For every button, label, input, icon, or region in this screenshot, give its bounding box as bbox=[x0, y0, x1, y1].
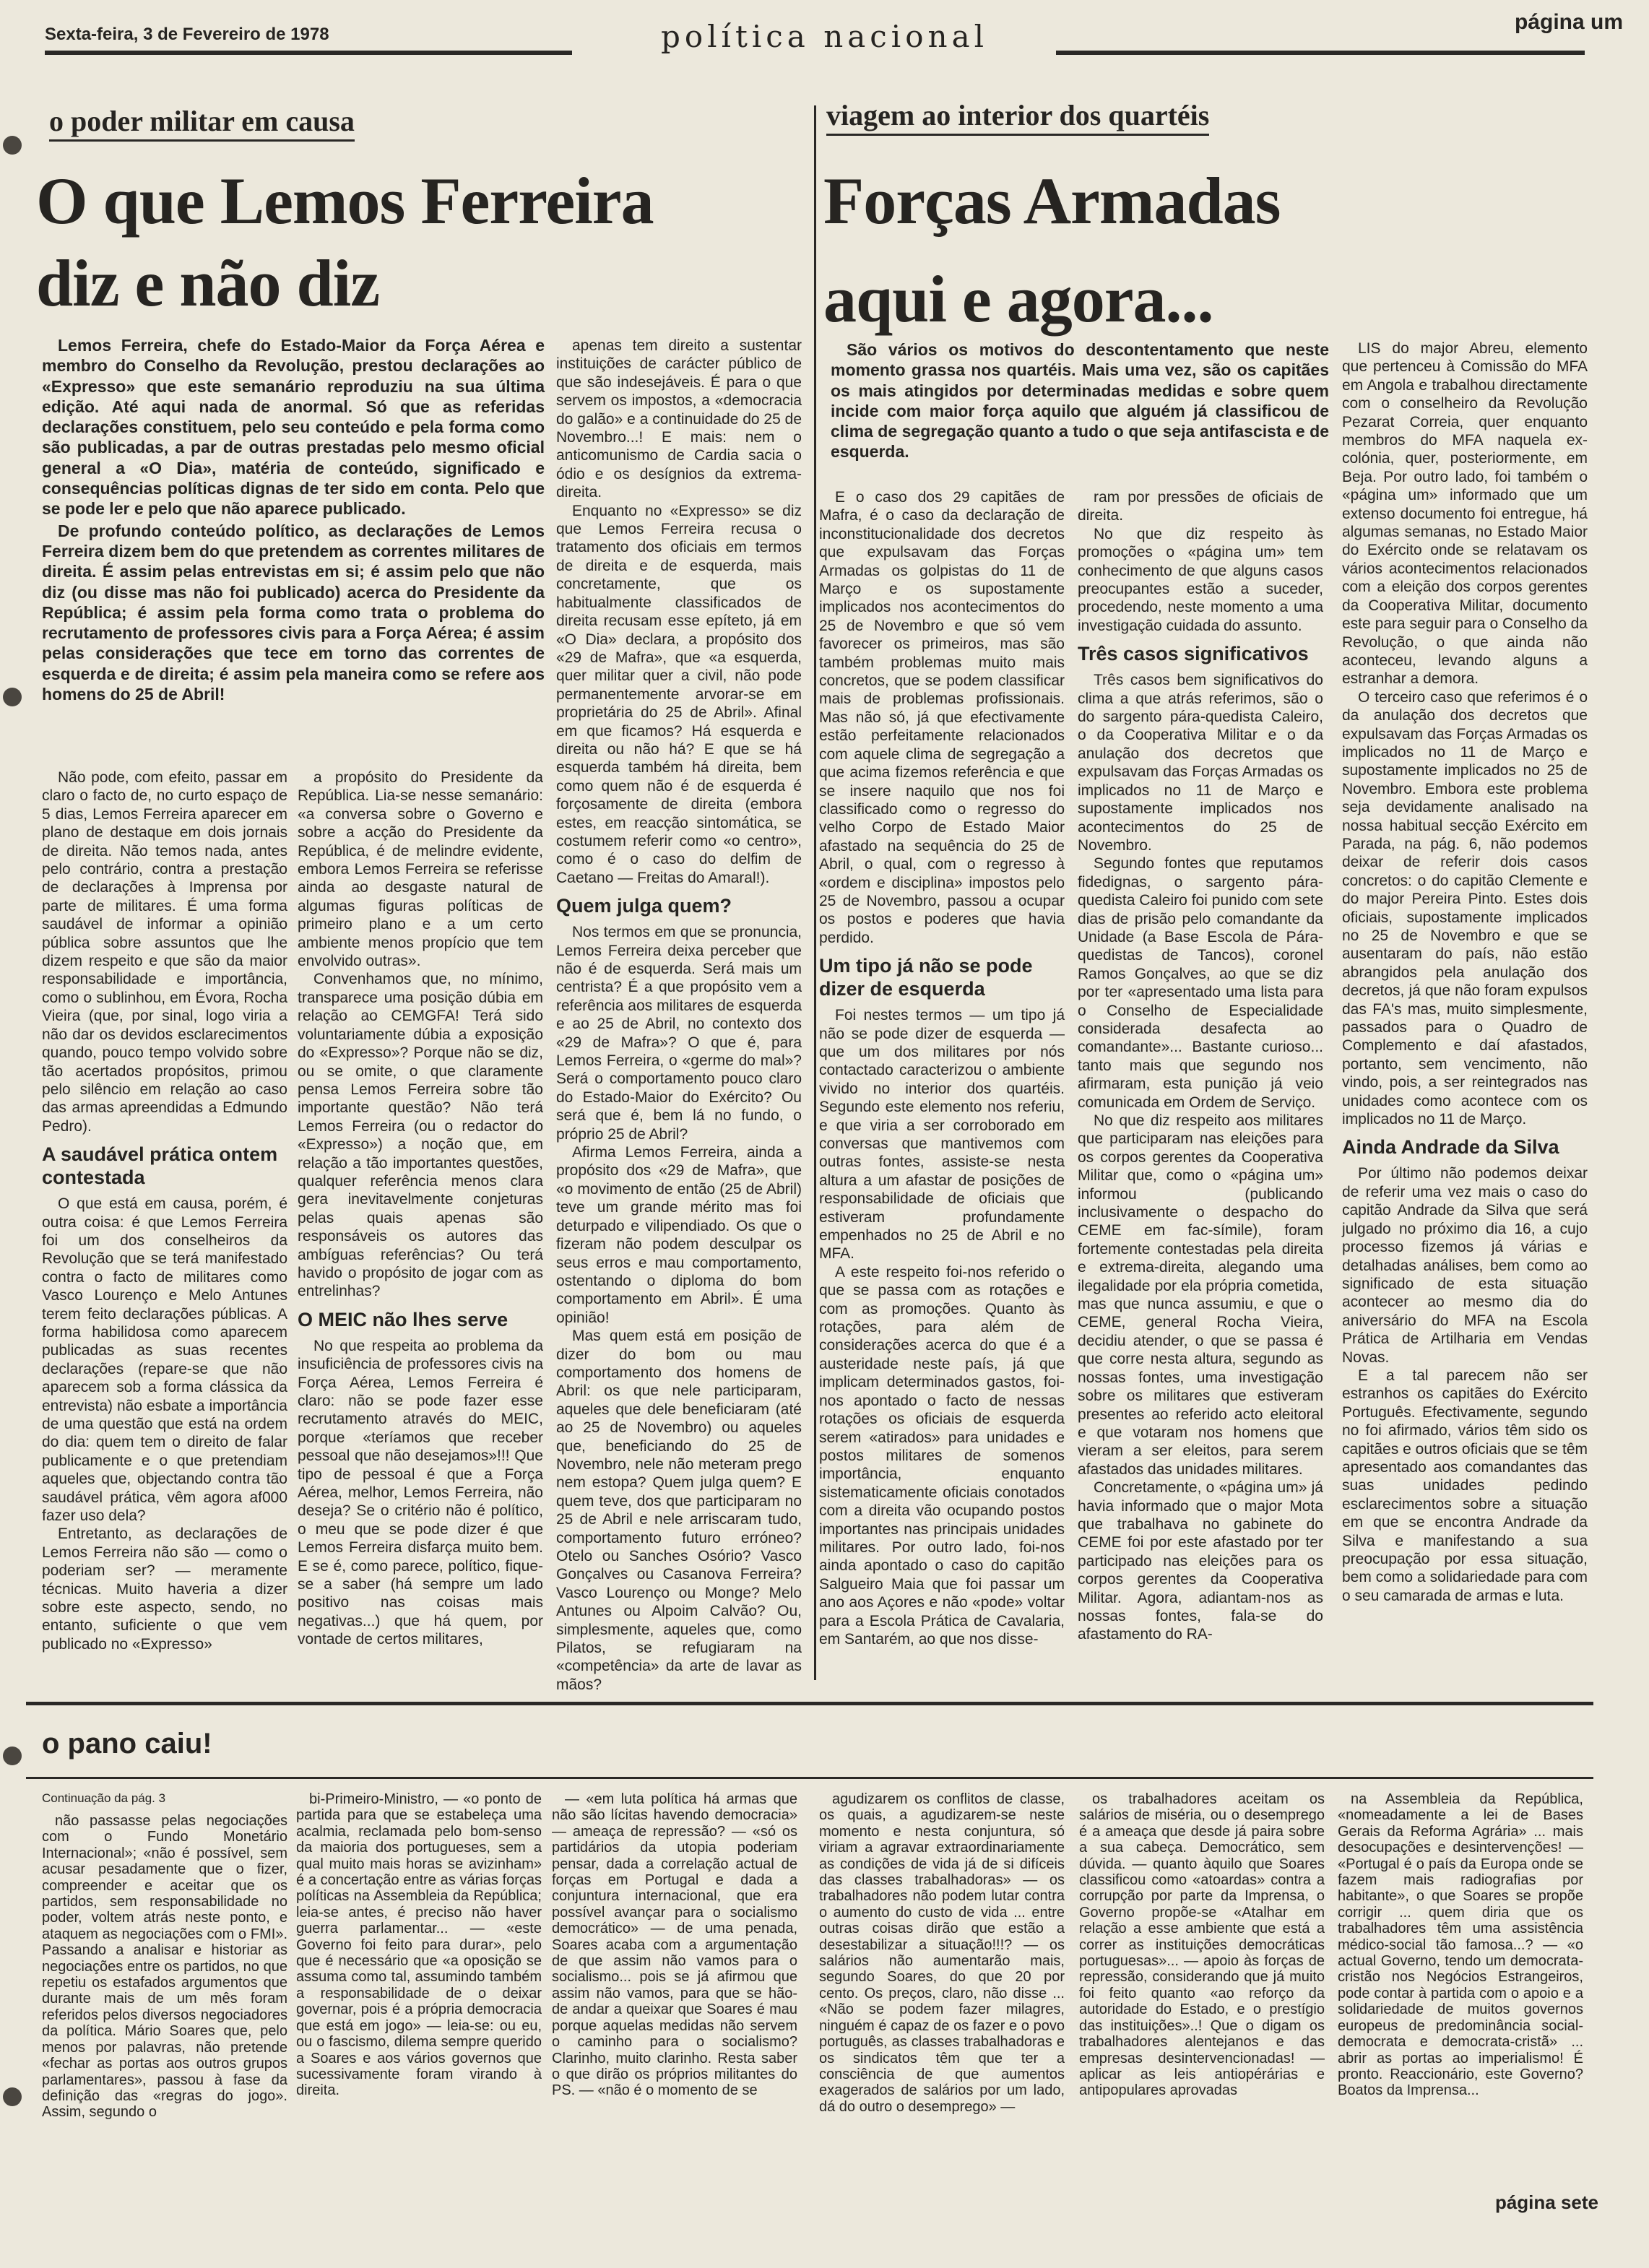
bottom-col-3-text: — «em luta política há armas que não são lícitas havendo democracia» — ameaça de repressão? — «só os partidários da utopia poderiam pensar, dada a correlação actual de forças em Portugal e dada a conjuntura internacional, que era possível avançar para o socialismo democrático» — de uma penada, Soares acaba com a argumentação de que assim não vamos para o socialismo... pois se já afirmou que assim não vamos, para que se hão-de andar a queixar que Soares é mau porque aquelas medidas não servem o caminho para o socialismo? Clarinho, muito clarinho. Resta saber o que dirão os próprios militantes do PS. — «não é o momento de se bbox=[552, 1791, 797, 2099]
bottom-column-3 bbox=[552, 1791, 797, 2196]
right-headline-2: aqui e agora... bbox=[823, 262, 1213, 336]
right-col-b2-p2: Segundo fontes que reputamos fidedignas, o sargento pára-quedista Caleiro foi punido com sete dias de prisão pelo comandante da Unidade (a Base Escola de Pára-quedistas de Tancos), coronel Ramos Gonçalves, ao que se diz por ter «apresentado uma lista para o Conselho de Especialidade considerada desafecta ao comandante»... Bastante curioso... tanto mais que segundo nos afirmaram, esta punição já veio comunicada em Ordem de Serviço. bbox=[1078, 855, 1323, 1111]
right-subhead-c: Ainda Andrade da Silva bbox=[1342, 1136, 1559, 1159]
bottom-column-5 bbox=[1079, 1791, 1325, 2196]
left-subhead-b: O MEIC não lhes serve bbox=[298, 1308, 508, 1330]
issue-date: Sexta-feira, 3 de Fevereiro de 1978 bbox=[45, 25, 329, 44]
left-lead-box bbox=[42, 335, 545, 767]
right-col-a-p1: E o caso dos 29 capitães de Mafra, é o caso da declaração de inconstitucionalidade dos decretos que expulsavam das Forças Armadas os golpistas do 11 de Março e os supostamente implicados nos acontecimentos do 25 de Novembro e que só vem favorecer os primeiros, mas são também problemas muito mais concretos, que se podem classificar mais de problemas profissionais. Mas não só, já que efectivamente estão perfeitamente relacionados com aquele clima de segregação a que acima fizemos referência e que se insere naquilo que nos foi classificado como o regresso do velho Corpo de Estado Maior afastado na sequência do 25 de Abril, o qual, com o regresso à «ordem e disciplina» impostos pelo 25 de Novembro, passou a ocupar os postos e poderes que havia perdido. bbox=[819, 489, 1065, 946]
left-headline-1: O que Lemos Ferreira bbox=[36, 164, 654, 238]
column-divider bbox=[814, 105, 816, 1680]
bottom-col-2-text: bi-Primeiro-Ministro, — «o ponto de partida para que se estabeleça uma acalmia, reclamada pelo bom-senso da maioria dos portugueses, sem a qual muito mais horas se avizinham» é a concertação entre as várias forças políticas na Assembleia da República; leia-se antes, é preciso não haver guerra parlamentar... — «este Governo foi feito para durar», pelo que é necessário que «a oposição se assuma como tal, assumindo também a responsabilidade de o deixar governar, pois é a própria democracia que está em jogo» — leia-se: ou eu, ou o fascismo, dilema sempre querido a Soares e aos vários governos que sucessivamente foram virando à direita. bbox=[296, 1791, 542, 2099]
left-headline-2: diz e não diz bbox=[36, 246, 380, 320]
bottom-title-rule bbox=[26, 1777, 1593, 1779]
continued-note: Continuação da pág. 3 bbox=[42, 1791, 166, 1805]
left-col-b-p2: Convenhamos que, no mínimo, transparece uma posição dúbia em relação ao CEMGFA! Terá sido voluntariamente dúbia a exposição do «Expresso»? Porque não se diz, ou se omite, o que claramente pensa Lemos Ferreira sobre tão importante questão? Não terá Lemos Ferreira (ou o redactor do «Expresso») a noção que, em relação a tão importantes questões, qualquer referência menos clara gera inevitavelmente conjeturas pelas quais apenas são responsáveis os autores das ambíguas referências? Ou terá havido o propósito de jogar com as entrelinhas? bbox=[298, 971, 543, 1300]
left-col-a-p1: Não pode, com efeito, passar em claro o facto de, no curto espaço de 5 dias, Lemos Ferreira aparecer em plano de destaque em dois jornais de direita. Não temos nada, antes pelo contrário, contra a prestação de declarações à Imprensa por parte de militares. É uma forma saudável de informar a opinião pública sobre assuntos que lhe dizem respeito e que são da maior responsabilidade e importância, como o sublinhou, em Évora, Rocha Vieira (que, por sinal, logo viria a não dar os devidos esclarecimentos quando, pouco tempo volvido sobre tão acertados propósitos, primou pelo silêncio em relação ao caso das armas apreendidas a Edmundo Pedro). bbox=[42, 769, 287, 1135]
right-column-a bbox=[819, 488, 1065, 1681]
right-subhead-a: Um tipo já não se pode dizer de esquerda bbox=[819, 955, 1033, 1000]
bottom-col-4-text: agudizarem os conflitos de classe, os quais, a agudizarem-se neste momento e nesta conjuntura, só viriam a agravar extraordinariamente as condições de vida já de si difíceis das classes trabalhadoras» — os trabalhadores não podem lutar contra o aumento do custo de vida ... entre outras coisas dirão que estão a desestabilizar a situação!!!? — os salários não aumentarão mais, segundo Soares, do que 20 por cento. Os preços, claro, não disse ... «Não se podem fazer milagres, ninguém é capaz de os fazer e o povo português, as classes trabalhadoras e os sindicatos têm que ter a consciência de que aumentos exagerados de salários por um lado, dá do outro o desemprego» — bbox=[819, 1791, 1065, 2115]
left-col-c2-p1: Nos termos em que se pronuncia, Lemos Ferreira deixa perceber que não é de esquerda. Será mais um centrista? É a que propósito vem a referência aos militares de esquerda e ao 25 de Abril, no contexto dos «29 de Mafra»? O que é, para Lemos Ferreira, o «germe do mal»? Será o comportamento pouco claro do Estado-Maior do Exército? Ou será que é, bem lá no fundo, o próprio 25 de Abril? bbox=[556, 924, 802, 1143]
left-lead-p2: De profundo conteúdo político, as declarações de Lemos Ferreira dizem bem do que pretendem as correntes militares de direita. É assim pelas entrevistas em si; é assim pelo que não diz (ou disse mas não foi publicado) acerca do Presidente da República; é assim pela forma como trata o problema do recrutamento de professores civis para a Força Aérea; é assim pelas considerações que tece em torno das correntes de esquerda e de direita; é assim pela maneira como se refere aos homens do 25 de Abril! bbox=[42, 521, 545, 704]
footer-page-label: página sete bbox=[1494, 2191, 1598, 2213]
right-col-b2-p1: Três casos bem significativos do clima a que atrás referimos, são o do sargento pára-quedista Caleiro, o da Cooperativa Militar e o da anulação dos decretos que expulsavam das Forças Armadas os implicados no 11 de Março e supostamente implicados nos acontecimentos do 25 de Novembro. bbox=[1078, 672, 1323, 854]
left-col-c-p1: apenas tem direito a sustentar instituições de carácter público de que são indesejáveis. É para o que servem os impostos, a «democracia do galão» e a continuidade do 25 de Novembro...! E mais: nem o anticomunismo de Cardia sacia o ódio e os desígnios da extrema-direita. bbox=[556, 337, 802, 501]
right-kicker: viagem ao interior dos quartéis bbox=[826, 98, 1209, 136]
left-col-b2-p1: No que respeita ao problema da insuficiência de professores civis na Força Aérea, Lemos Ferreira é claro: não se pode fazer esse recrutamento através do MEIC, porque «teríamos que receber pessoal que não desejamos»!!! Que tipo de pessoal é que a Força Aérea, melhor, Lemos Ferreira, não deseja? Se o critério não é político, o meu que se pode dizer é que Lemos Ferreira disfarça muito bem. E se é, como parece, político, fique-se a saber (há sempre um lado positivo nas coisas mais negativas...) que há quem, por vontade de certos militares, bbox=[298, 1337, 543, 1648]
left-lead-p1: Lemos Ferreira, chefe do Estado-Maior da Força Aérea e membro do Conselho da Revolução, prestou declarações ao «Expresso» que este semanário reproduziu na sua última edição. Até aqui nada de anormal. Só que as referidas declarações constituem, pelo seu conteúdo e pela forma como são publicadas, a par de outras prestadas pelo mesmo oficial general a «O Dia», matéria de conteúdo, significado e consequências políticas dignas de ter sido em conta. Pelo que se pode ler e pelo que não aparece publicado. bbox=[42, 336, 545, 519]
right-col-a2-p1: Foi nestes termos — um tipo já não se pode dizer de esquerda — que um dos militares por nós contactado caracterizou o ambiente vivido no interior dos quartéis. Segundo este elemento nos referiu, e que viria a ser corroborado em conversas que mantivemos com outras fontes, assiste-se nesta altura a um afastar de posições de responsabilidade de oficiais que estiveram profundamente empenhados no 25 de Abril e no MFA. bbox=[819, 1007, 1065, 1263]
right-col-c2-p2: E a tal parecem não ser estranhos os capitães do Exército Português. Efectivamente, segundo no foi afirmado, vários têm sido os capitães e outros oficiais que se têm apresentado aos comandantes das suas unidades pedindo esclarecimentos sobre a situação em que se encontra Andrade da Silva e manifestando a sua preocupação por essa situação, bem como a solidariedade para com o seu camarada de armas e luta. bbox=[1342, 1367, 1588, 1604]
right-lead-box bbox=[831, 339, 1329, 477]
binder-hole bbox=[3, 1747, 22, 1765]
bottom-section-rule bbox=[26, 1702, 1593, 1705]
bottom-col-6-text: na Assembleia da República, «nomeadamente a lei de Bases Gerais da Reforma Agrária» ... mais desocupações e desintervenções! — «Portugal é o país da Europa onde se fazem mais radiografias por habitante», o que Soares se propõe corrigir ... quem diria que os trabalhadores têm uma assistência médico-social tão famosa...? — «o actual Governo, tendo um democrata-cristão nos Negócios Estrangeiros, pode contar à partida com o apoio e a solidariedade de muitos governos europeus de predominância social-democrata e democrata-cristã» ... abrir as portas ao imperialismo! É pronto. Reaccionário, este Governo? Boatos da Imprensa... bbox=[1338, 1791, 1583, 2099]
bottom-col-5-text: os trabalhadores aceitam os salários de miséria, ou o desemprego é a ameaça que desde já paira sobre a sua cabeça. Democrático, sem dúvida. — quanto àquilo que Soares classificou como «atoardas» contra a corrupção por parte da Imprensa, o Governo propõe-se «Atalhar em relação a esse ambiente que está a correr as instituições democráticas portuguesas»... — apoio às forças de repressão, considerando que já muito foi feito quanto «ao reforço da autoridade do Estado, e o prestígio das instituições»..! Que o digam os trabalhadores alentejanos e das empresas desintervencionadas! — aplicar as leis antiopérárias e antipopulares aprovadas bbox=[1079, 1791, 1325, 2099]
left-col-c2-p2: Afirma Lemos Ferreira, ainda a propósito dos «29 de Mafra», que «o movimento de então (25 de Abril) teve um grande mérito mas foi deturpado e vilipendiado. Os que o fizeram não podem desculpar os seus erros e mau comportamento, ostentando o diploma do bom comportamento em Abril». É uma opinião! bbox=[556, 1144, 802, 1326]
bottom-column-2 bbox=[296, 1791, 542, 2196]
binder-hole bbox=[3, 136, 22, 155]
right-col-c-p2: O terceiro caso que referimos é o da anulação dos decretos que expulsavam das Forças Armadas os implicados no 11 de Março e supostamente implicados no 25 de Novembro. Embora este problema seja devidamente analisado na nossa habitual secção Exército em Parada, na pág. 6, não podemos deixar de referir dois casos concretos: o do capitão Clemente e do major Pereira Pinto. Estes dois oficiais, supostamente implicados no 25 de Novembro e que se ausentaram do país, não estão abrangidos pela anulação dos decretos, já que não foram expulsos das FA's mas, muito simplesmente, passados para o Quadro de Complemento e daí afastados, portanto, sem vencimento, não vindo, pois, a ser reintegrados nas unidades como acontece com os implicados no 11 de Março. bbox=[1342, 688, 1588, 1128]
left-subhead-c: Quem julga quem? bbox=[556, 895, 732, 917]
bottom-col-1-text: não passasse pelas negociações com o Fundo Monetário Internacional»; «não é possível, sem acusar pesadamente que o fizer, compreender e aceitar que os partidos, sem responsabilidade no poder, voltem atrás neste ponto, e ataquem as negociações com o FMI». Passando a analisar e historiar as negociações entre os partidos, no que repetiu os estafados argumentos que durante mais de um mês foram referidos pelos diversos negociadores da política. Mário Soares que, pelo menos por palavras, não pretende «fechar as portas aos outros grupos parlamentares», passou à fase da definição das «regras do jogo». Assim, segundo o bbox=[42, 1813, 287, 2121]
page-label: página um bbox=[1514, 10, 1623, 34]
right-col-b2-p4: Concretamente, o «página um» já havia informado que o major Mota que trabalhava no gabinete do CEME foi por este afastado por ter participado nas eleições para os corpos gerentes da Cooperativa Militar. Agora, adiantam-nos as nossas fontes, fala-se do afastamento do RA- bbox=[1078, 1479, 1323, 1643]
right-col-c-p1: LIS do major Abreu, elemento que pertenceu à Comissão do MFA em Angola e trabalhou directamente com o conselheiro da Revolução Pezarat Correia, quer enquanto membros do MFA naquela ex-colónia, quer, posteriormente, em Beja. Por outro lado, foi também o «página um» informado que um extenso documento foi entregue, há algumas semanas, no Estado Maior do Exército onde se relatavam os vários acontecimentos relacionados com a eleição dos corpos gerentes da Cooperativa Militar, documento este para seguir para o Conselho da Revolução, o que ainda não aconteceu, levando alguns a estranhar a demora. bbox=[1342, 340, 1588, 688]
left-column-a bbox=[42, 769, 287, 1682]
left-col-c-p2: Enquanto no «Expresso» se diz que Lemos Ferreira recusa o tratamento dos oficiais em termos de direita e de esquerda, mais concretamente, que os habitualmente classificados de direita recusam esse epíteto, já em «O Dia» declara, a propósito dos «29 de Mafra», que «a esquerda, quer militar quer a civil, não pode permanentemente arvorar-se em proprietária do 25 de Abril». Afinal em que ficamos? Há esquerda e direita ou não há? E que se há esquerda também há direita, bem como quem não é de esquerda é forçosamente de direita (embora estes, em reacção sintomática, se costumem referir como «o centro», como é o caso do delfim de Caetano — Freitas do Amaral!). bbox=[556, 502, 802, 886]
left-col-c2-p3: Mas quem está em posição de dizer do bom ou mau comportamento dos homens de Abril: os que nele participaram, aqueles que dele beneficiaram (até ao 25 de Novembro) ou aqueles que, beneficiando do 25 de Novembro, nele não meteram prego nem estopa? Quem julga quem? E quem teve, dos que participaram no 25 de Abril e nele arriscaram tudo, comportamento futuro erróneo? Otelo ou Sanches Osório? Vasco Gonçalves ou Casanova Ferreira? Vasco Lourenço ou Monge? Melo Antunes ou Alpoim Calvão? Ou, simplesmente, aqueles que, como Pilatos, se refugiaram na «competência» da arte de lavar as mãos? bbox=[556, 1328, 802, 1693]
header-rule-left bbox=[45, 51, 572, 55]
right-column-c bbox=[1342, 339, 1588, 1681]
binder-hole bbox=[3, 688, 22, 706]
section-title: política nacional bbox=[660, 19, 989, 54]
right-col-b-p2: No que diz respeito às promoções o «página um» tem conhecimento de que alguns casos preocupantes estão a suceder, procedendo, neste momento a uma investigação cuidada do assunto. bbox=[1078, 525, 1323, 634]
left-col-a2-p1: O que está em causa, porém, é outra coisa: é que Lemos Ferreira foi um dos conselheiros da Revolução que se terá manifestado contra o facto de militares como Vasco Lourenço e Melo Antunes terem feito declarações públicas. A forma habilidosa como aparecem publicadas as suas recentes declarações (repare-se que não aparecem sob a forma clássica da entrevista) não esbate a importância de uma questão que está na ordem do dia: quem tem o direito de falar publicamente e o que pretendiam aqueles que, objectando contra tão saudável prática, vêm agora af000 fazer uso dela? bbox=[42, 1195, 287, 1525]
right-subhead-b: Três casos significativos bbox=[1078, 643, 1309, 665]
right-col-a2-p2: A este respeito foi-nos referido o que se passa com as rotações e com as promoções. Quanto às rotações, para além de considerações acerca do que é a austeridade neste país, já que implicam determinados gastos, foi-nos apontado o facto de nessas rotações os oficiais de esquerda serem «atirados» para unidades e postos militares de somenos importância, enquanto sistematicamente oficiais conotados com a direita vão ocupando postos importantes nas principais unidades militares. Por outro lado, foi-nos ainda apontado o caso do capitão Salgueiro Maia que foi passar um ano aos Açores e não «pode» voltar para a Escola Prática de Cavalaria, em Santarém, ao que nos disse- bbox=[819, 1263, 1065, 1648]
right-column-b bbox=[1078, 488, 1323, 1681]
right-col-b2-p3: No que diz respeito aos militares que participaram nas eleições para os corpos gerentes da Cooperativa Militar que, como o «página um» informou (publicando inclusivamente o despacho do CEME em fac-símile), foram fortemente contestadas pela direita e extrema-direita, alegando uma ilegalidade por ela própria cometida, mas que nunca assumiu, e que o CEME, general Rocha Vieira, decidiu atender, o que se passa é que corre nesta altura, segundo as nossas fontes, uma investigação sobre os militares que estiveram presentes ao referido acto eleitoral e que votaram nos homens que vieram a ser eleitos, para serem afastados das unidades militares. bbox=[1078, 1112, 1323, 1478]
left-col-b-p1: a propósito do Presidente da República. Lia-se nesse semanário: «a conversa sobre o Governo e sobre a acção do Presidente da República, é de melindre evidente, embora Lemos Ferreira se referisse ainda ao desgaste natural de algumas figuras políticas de primeiro plano e a um certo ambiente menos propício que tem envolvido outras». bbox=[298, 769, 543, 970]
left-col-a2-p2: Entretanto, as declarações de Lemos Ferreira não são — como o poderiam ser? — meramente técnicas. Muito haveria a dizer sobre este aspecto, sendo, no entanto, suficiente o que vem publicado no «Expresso» bbox=[42, 1525, 287, 1653]
bottom-column-6 bbox=[1338, 1791, 1583, 2167]
left-subhead-a: A saudável prática ontem contestada bbox=[42, 1143, 278, 1189]
bottom-column-1 bbox=[42, 1791, 287, 2196]
right-col-c2-p1: Por último não podemos deixar de referir uma vez mais o caso do capitão Andrade da Silva que será julgado no próximo dia 16, a cujo processo fizemos já várias e detalhadas análises, bem como ao significado de esta situação acontecer ao mesmo dia do aniversário do MFA na Escola Prática de Artilharia em Vendas Novas. bbox=[1342, 1165, 1588, 1366]
left-column-b bbox=[298, 769, 543, 1682]
right-lead: São vários os motivos do descontentamento que neste momento grassa nos quartéis. Mais uma vez, são os capitães os mais atingidos por determinadas medidas e sobre quem incide com maior força aquilo que alguém já classificou de clima de segregação quanto a tudo o que seja antifascista e de esquerda. bbox=[831, 340, 1329, 462]
header-rule-right bbox=[1056, 51, 1585, 55]
left-column-c bbox=[556, 337, 802, 1693]
bottom-title: o pano caiu! bbox=[42, 1728, 212, 1760]
binder-hole bbox=[3, 2087, 22, 2106]
right-headline-1: Forças Armadas bbox=[823, 164, 1281, 238]
left-kicker: o poder militar em causa bbox=[49, 104, 355, 142]
right-col-b-p1: ram por pressões de oficiais de direita. bbox=[1078, 489, 1323, 524]
bottom-column-4 bbox=[819, 1791, 1065, 2196]
